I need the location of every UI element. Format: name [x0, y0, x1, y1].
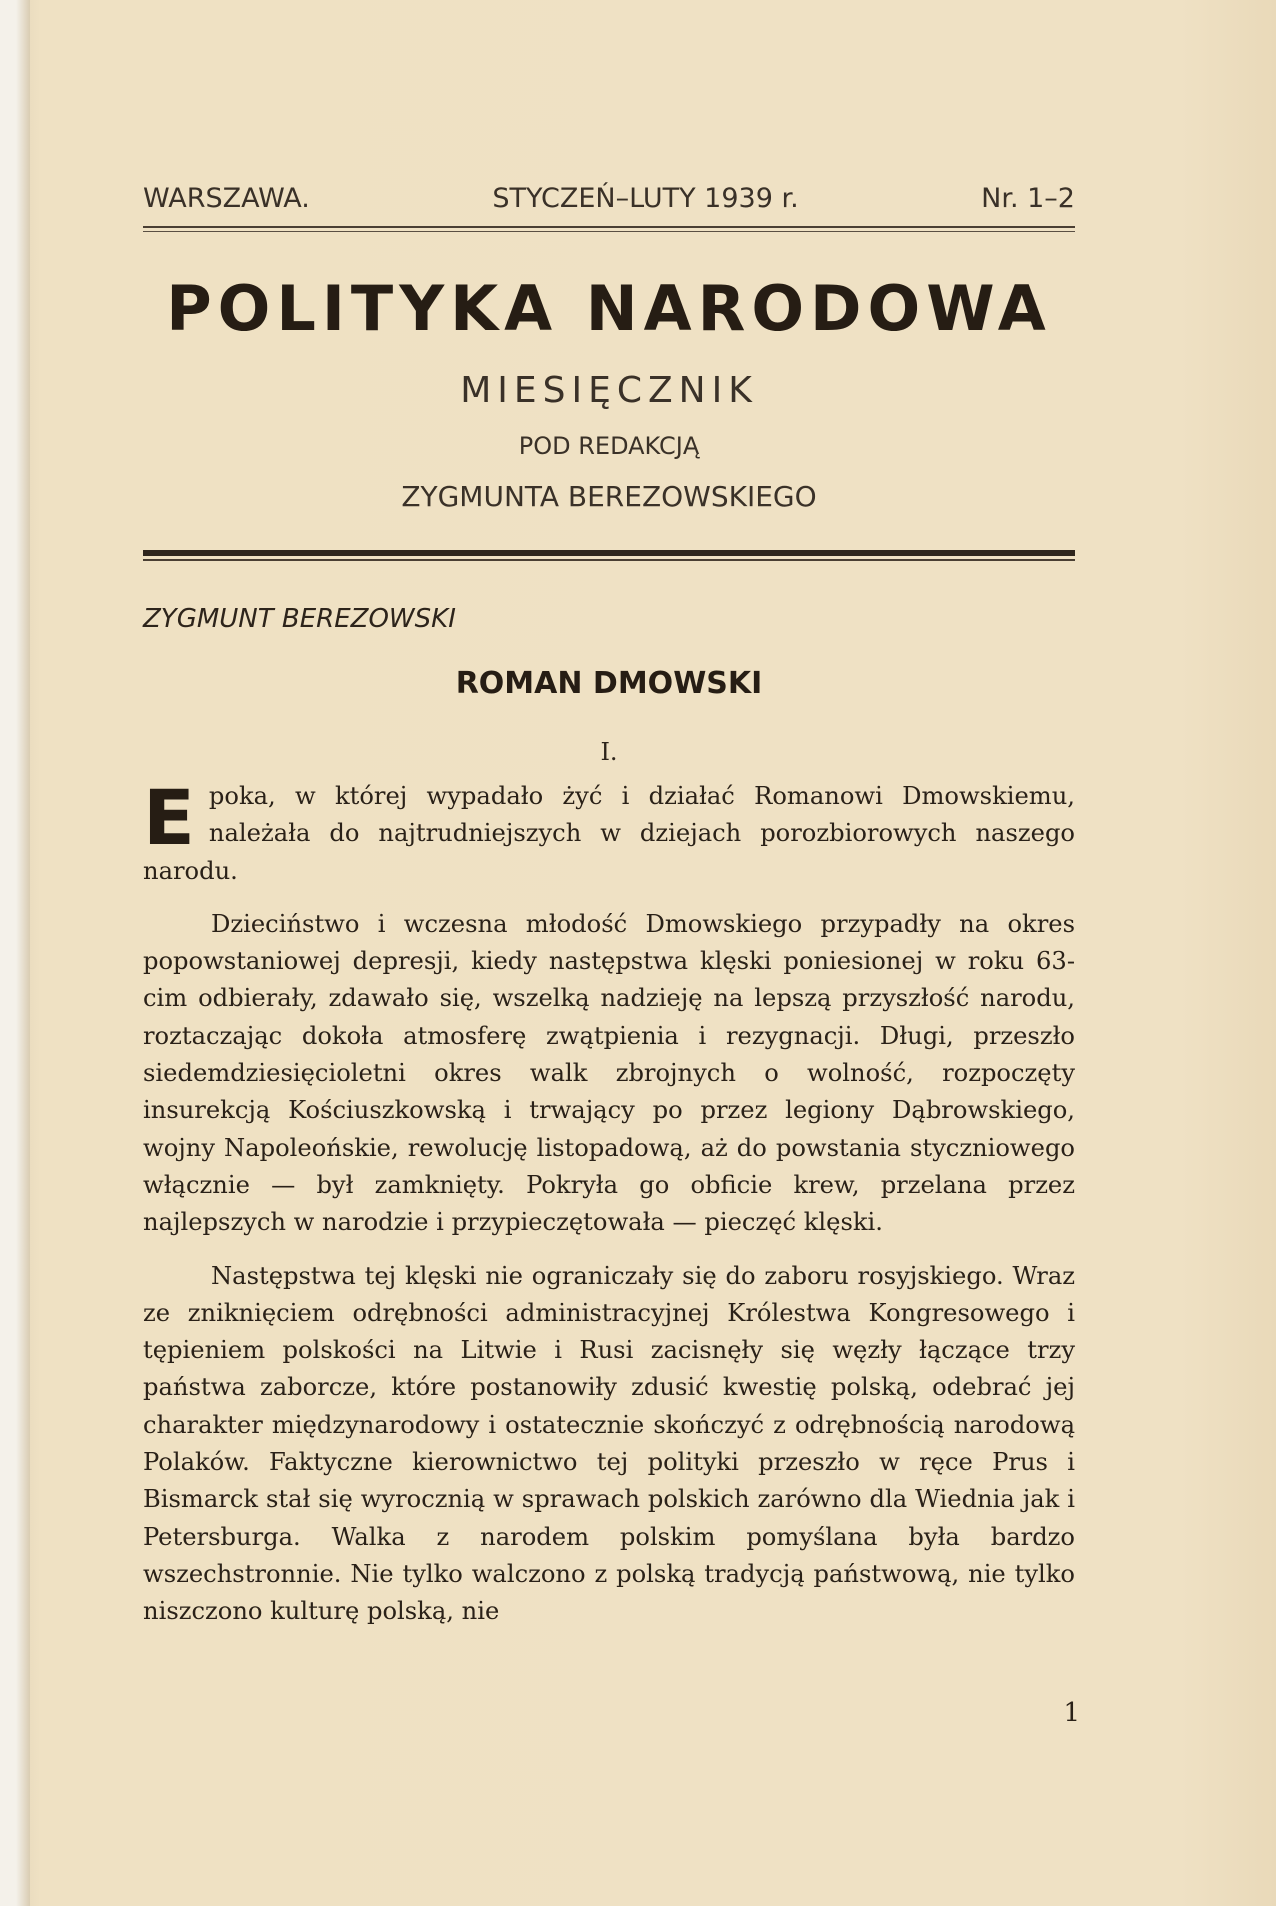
masthead-rule	[143, 550, 1075, 556]
header-rule	[143, 226, 1075, 228]
drop-cap: E	[143, 773, 195, 862]
journal-title: POLITYKA NARODOWA	[166, 272, 1052, 345]
paragraph	[143, 773, 1075, 890]
editor-name: ZYGMUNTA BEREZOWSKIEGO	[401, 480, 817, 513]
article-author: ZYGMUNT BEREZOWSKI	[143, 604, 456, 634]
paragraph: Następstwa tej klęski nie ograniczały się do zaboru rosyjskiego. Wraz ze zniknięciem odrębności administracyjnej Królestwa Kongresowego i tępieniem polskości na Litwie i Rusi zacisnęły się węzły łączące trzy państwa zaborcze, które postanowiły zdusić kwestię polską, odebrać jej charakter międzynarodowy i ostatecznie skończyć z odrębnością narodową Polaków. Faktyczne kierownictwo tej polityki przeszło w ręce Prus i Bismarck stał się wyrocznią w sprawach polskich zarówno dla Wiednia jak i Petersburga. Walka z narodem polskim pomyślana była bardzo wszechstronnie. Nie tylko walczono z polską tradycją państwową, nie tylko niszczono kulturę polską, nie	[143, 1261, 1075, 1626]
article-body	[143, 773, 1075, 1647]
page-number: 1	[1063, 1698, 1080, 1728]
section-number: I.	[600, 738, 618, 766]
editor-label: POD REDAKCJĄ	[518, 432, 700, 460]
place-label: WARSZAWA.	[143, 183, 310, 214]
issue-date: STYCZEŃ–LUTY 1939 r.	[492, 183, 799, 214]
masthead-rule-secondary	[143, 559, 1075, 561]
paragraph: Dzieciństwo i wczesna młodość Dmowskiego przypadły na okres popowstaniowej depresji, kiedy następstwa klęski poniesionej w roku 63-cim odbierały, zdawało się, wszelką nadzieję na lepszą przyszłość narodu, roztaczając dokoła atmosferę zwątpienia i rezygnacji. Długi, przeszło siedemdziesięcioletni okres walk zbrojnych o wolność, rozpoczęty insurekcją Kościuszkowską i trwający po przez legiony Dąbrowskiego, wojny Napoleońskie, rewolucję listopadową, aż do powstania styczniowego włącznie — był zamknięty. Pokryła go obficie krew, przelana przez najlepszych w narodzie i przypieczętowała — pieczęć klęski.	[143, 909, 1075, 1237]
article-title: ROMAN DMOWSKI	[455, 666, 763, 701]
header-rule-secondary	[143, 231, 1075, 232]
paragraph-text: poka, w której wypadało żyć i działać Romanowi Dmowskiemu, należała do najtrudniejszych w dziejach porozbiorowych naszego narodu.	[143, 782, 1075, 885]
issue-header	[143, 183, 1075, 214]
issue-number: Nr. 1–2	[981, 183, 1075, 214]
journal-subtitle: MIESIĘCZNIK	[460, 370, 758, 411]
